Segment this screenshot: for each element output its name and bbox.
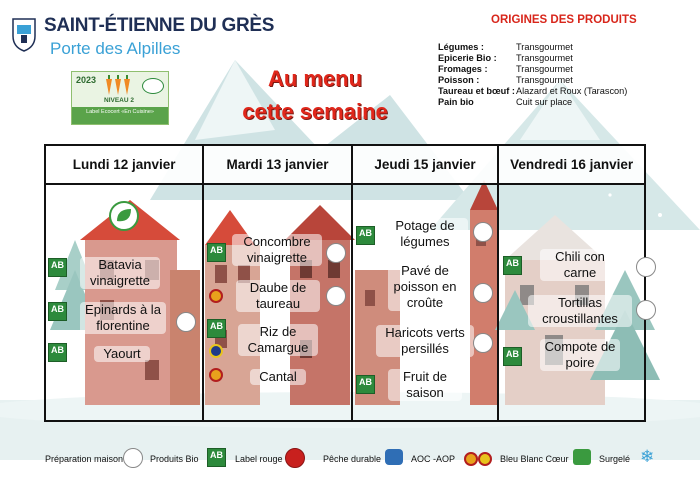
origins-title: ORIGINES DES PRODUITS xyxy=(491,14,637,26)
menu-title-line1: Au menu xyxy=(267,66,363,91)
organic-ab-icon: AB xyxy=(207,243,226,262)
menu-title-line2: cette semaine xyxy=(242,99,388,124)
organic-ab-icon: AB xyxy=(48,258,67,277)
snowflake-icon: ❄ xyxy=(640,447,655,466)
homemade-icon xyxy=(326,286,346,306)
dish-label: Pavé de poisson en croûte xyxy=(388,263,462,311)
dish-label: Concombre vinaigrette xyxy=(232,234,322,266)
dish-label: Haricots verts persillés xyxy=(376,325,474,357)
dish-label: Batavia vinaigrette xyxy=(80,257,160,289)
organic-ab-icon: AB xyxy=(503,347,522,366)
ecocert-logo-icon xyxy=(142,78,164,94)
dish-label: Chili con carne xyxy=(540,249,620,281)
label-text: Label Ecocert «En Cuisine» xyxy=(86,109,154,115)
homemade-icon xyxy=(123,448,143,468)
origins-list xyxy=(438,42,627,108)
day-header: Jeudi 15 janvier xyxy=(352,145,499,184)
legend-label-rouge: Label rouge xyxy=(235,454,283,464)
homemade-icon xyxy=(326,243,346,263)
bleu-blanc-coeur-icon xyxy=(209,344,223,358)
homemade-icon xyxy=(636,257,656,277)
origin-row: Légumes : Transgourmet xyxy=(438,42,573,52)
day-header: Vendredi 16 janvier xyxy=(498,145,645,184)
dish-label: Tortillas croustillantes xyxy=(528,295,632,327)
organic-ab-icon: AB xyxy=(48,302,67,321)
aoc-aop-icon xyxy=(209,289,223,303)
label-level: NIVEAU 2 xyxy=(104,97,134,104)
origin-row: Poisson : Transgourmet xyxy=(438,75,573,85)
organic-ab-icon: AB xyxy=(48,343,67,362)
dish-label: Epinards à la florentine xyxy=(80,302,166,334)
organic-ab-icon: AB xyxy=(503,256,522,275)
dish-label: Cantal xyxy=(250,369,306,385)
organic-ab-icon: AB xyxy=(356,375,375,394)
label-rouge-icon xyxy=(285,448,305,468)
legend-aoc-aop: AOC -AOP xyxy=(411,454,456,464)
dish-label: Compote de poire xyxy=(540,339,620,371)
dish-label: Yaourt xyxy=(94,346,150,362)
origin-row: Pain bio Cuit sur place xyxy=(438,97,573,107)
bleu-blanc-coeur-icon xyxy=(573,449,591,465)
aop-icon xyxy=(478,452,492,466)
organic-ab-icon: AB xyxy=(356,226,375,245)
legend-bleu-blanc-coeur: Bleu Blanc Cœur xyxy=(500,454,569,464)
vegetarian-leaf-icon xyxy=(109,201,139,231)
aoc-aop-icon xyxy=(209,368,223,382)
fish-icon xyxy=(385,449,403,465)
dish-label: Potage de légumes xyxy=(382,218,468,250)
homemade-icon xyxy=(636,300,656,320)
organic-ab-icon: AB xyxy=(207,319,226,338)
town-tagline: Porte des Alpilles xyxy=(50,39,181,58)
dish-label: Riz de Camargue xyxy=(238,324,318,356)
homemade-icon xyxy=(473,283,493,303)
origin-row: Fromages : Transgourmet xyxy=(438,64,573,74)
homemade-icon xyxy=(176,312,196,332)
homemade-icon xyxy=(473,333,493,353)
legend-sustainable-fishing: Pêche durable xyxy=(323,454,382,464)
town-name: SAINT-ÉTIENNE DU GRÈS xyxy=(44,15,275,36)
day-header: Mardi 13 janvier xyxy=(203,145,351,184)
aoc-aop-icon xyxy=(464,452,478,466)
origin-row: Epicerie Bio : Transgourmet xyxy=(438,53,573,63)
dish-label: Daube de taureau xyxy=(236,280,320,312)
homemade-icon xyxy=(473,222,493,242)
legend-homemade: Préparation maison xyxy=(45,454,124,464)
carrots-icon xyxy=(102,75,134,97)
ecocert-label-card xyxy=(71,71,169,125)
organic-ab-icon: AB xyxy=(207,448,226,467)
legend-organic: Produits Bio xyxy=(150,454,199,464)
origin-row: Taureau et bœuf :Alazard et Roux (Tarascon) xyxy=(438,86,628,96)
town-crest-icon xyxy=(11,16,37,52)
dish-label: Fruit de saison xyxy=(388,369,462,401)
label-year: 2023 xyxy=(76,75,97,85)
day-header: Lundi 12 janvier xyxy=(45,145,203,184)
legend-frozen: Surgelé xyxy=(599,454,631,464)
